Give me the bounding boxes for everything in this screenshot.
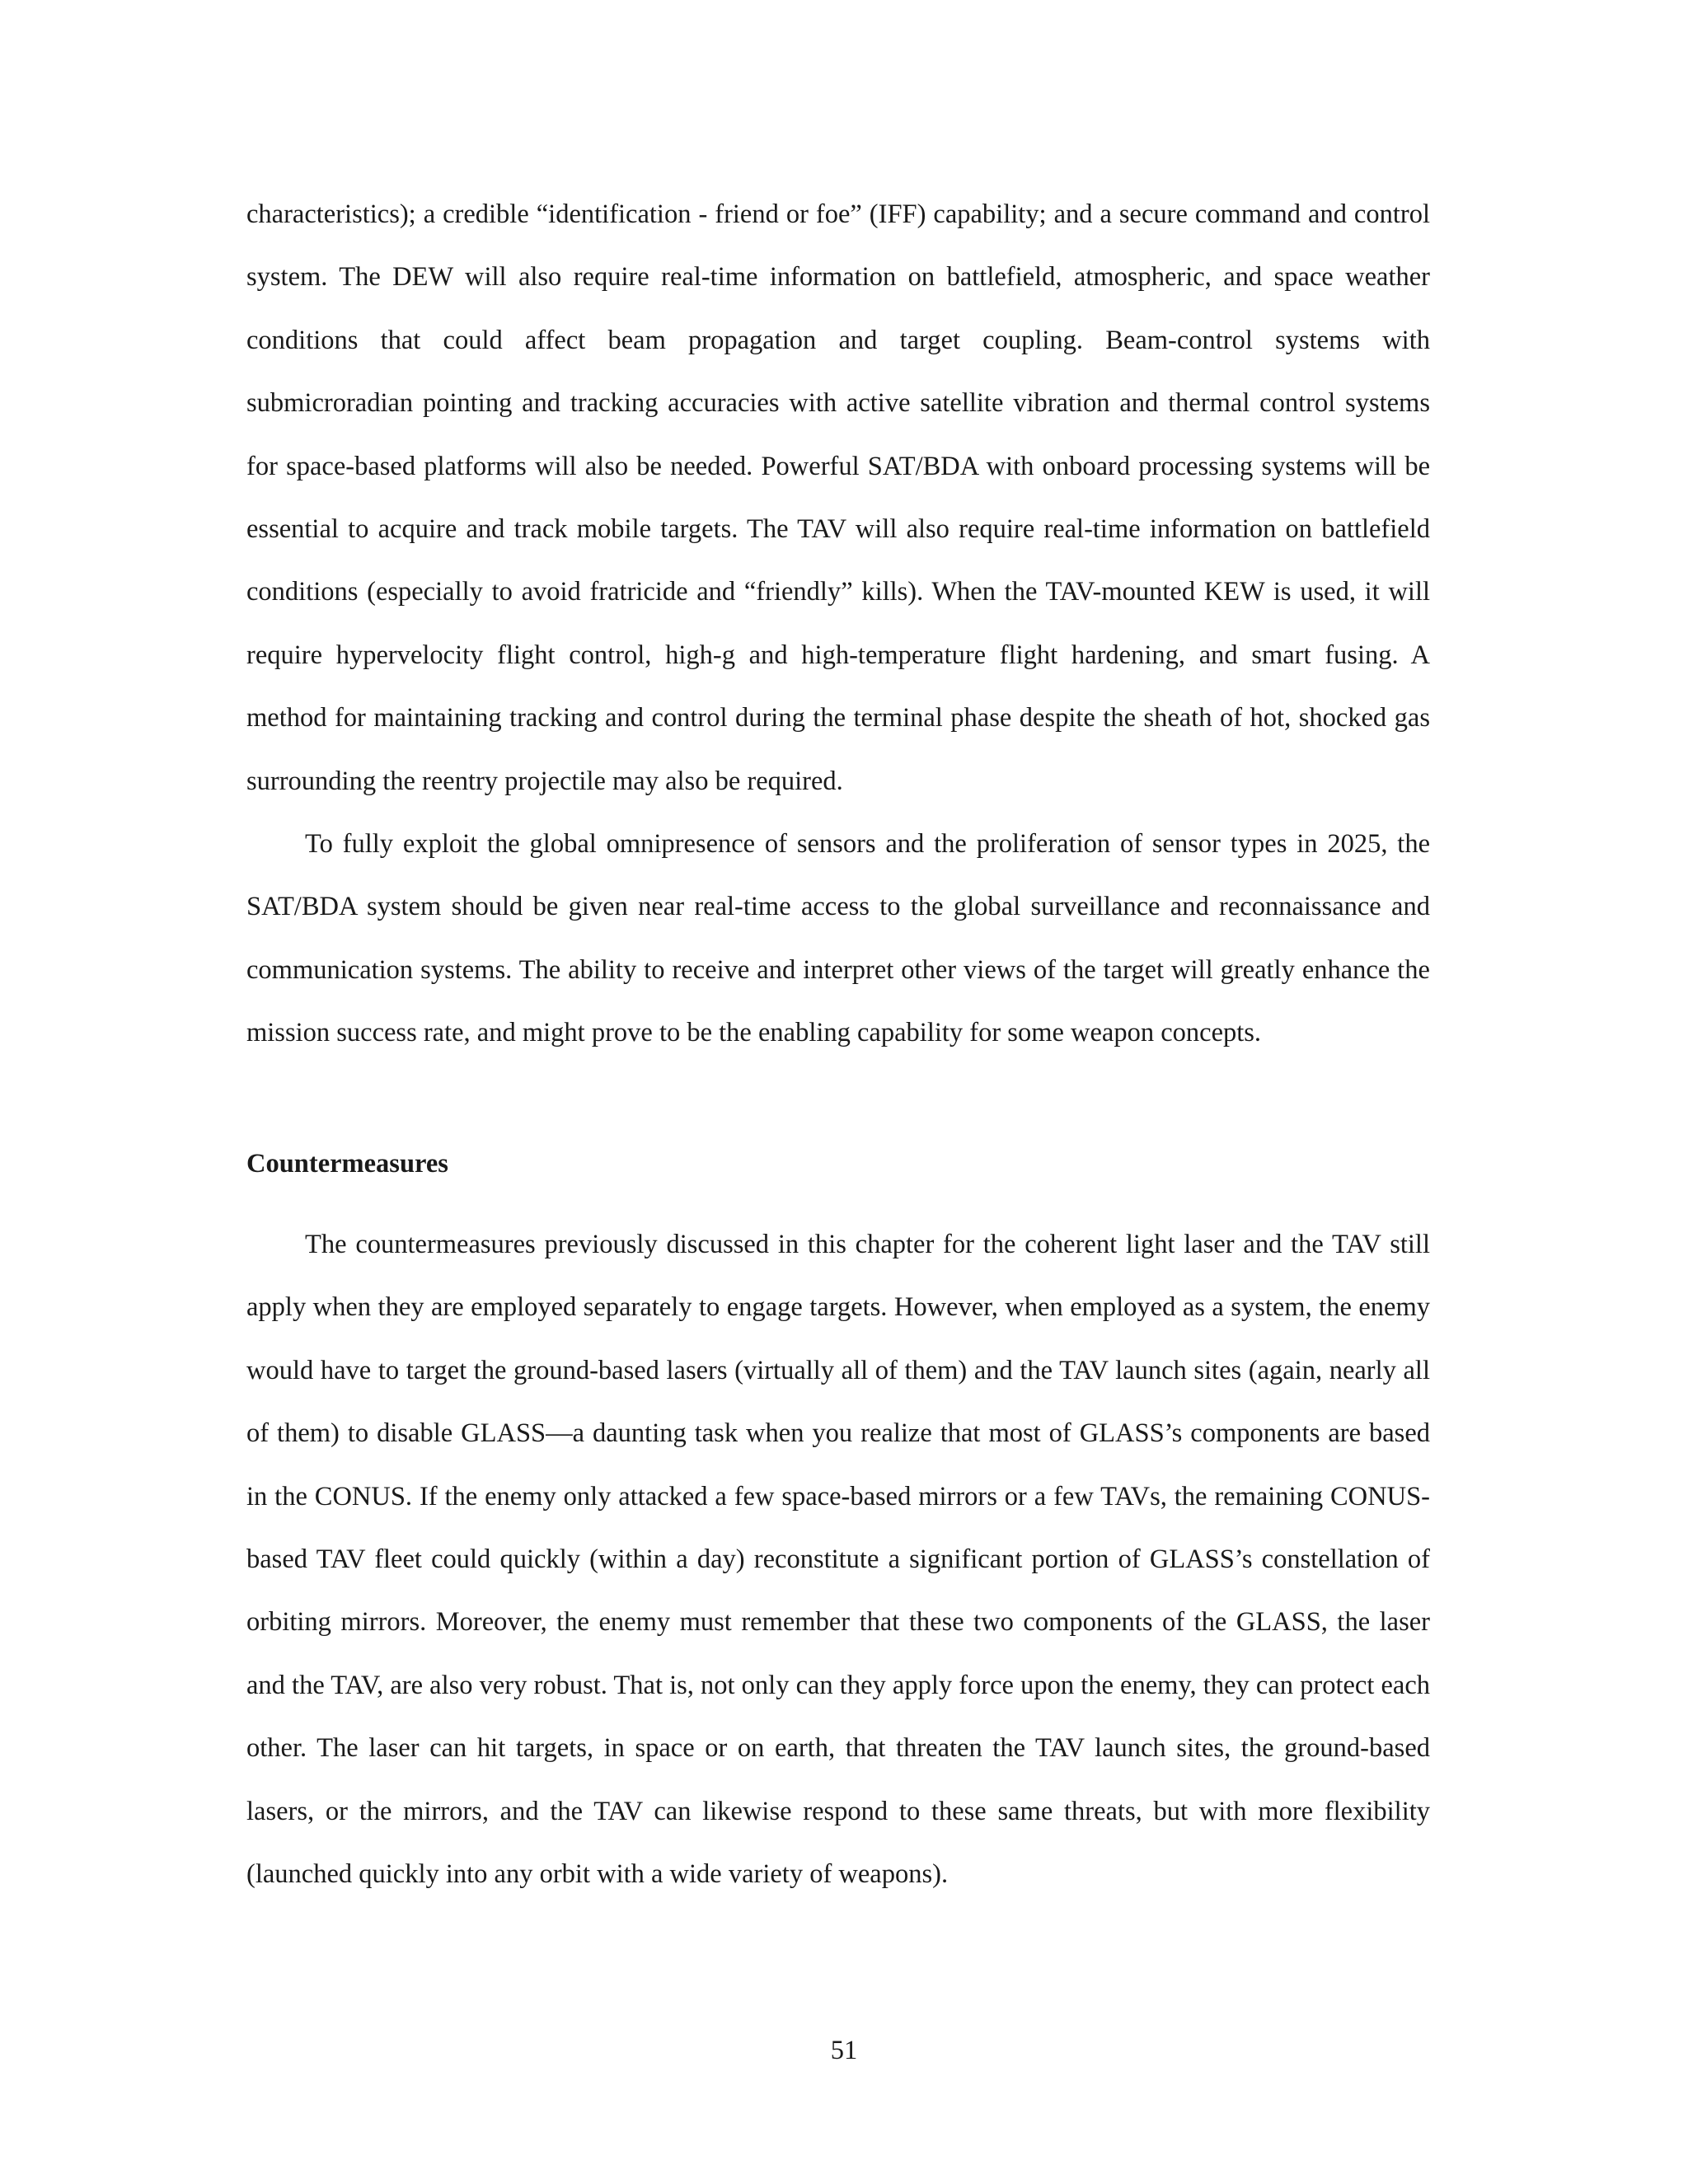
section-heading: Countermeasures bbox=[246, 1149, 448, 1179]
paragraph-text: To fully exploit the global omnipresence of sensors and the proliferation of sensor types in 2025, the SAT/BDA system should be given near real-time access to the global surveillance and reconnaissance and communication systems. The ability to receive and interpret other views of the target will greatly enhance the mission success rate, and might prove to be the enabling capability for some weapon concepts. bbox=[246, 829, 1430, 1048]
paragraph-sensor-access bbox=[246, 813, 1430, 1065]
page-number: 51 bbox=[830, 2036, 858, 2065]
paragraph-text: The countermeasures previously discussed in this chapter for the coherent light laser and the TAV still apply when they are employed separately to engage targets. However, when employed as a system, the enemy would have to target the ground-based lasers (virtually all of them) and the TAV launch sites (again, nearly all of them) to disable GLASS—a daunting task when you realize that most of GLASS’s components are based in the CONUS. If the enemy only attacked a few space-based mirrors or a few TAVs, the remaining CONUS-based TAV fleet could quickly (within a day) reconstitute a significant portion of GLASS’s constellation of orbiting mirrors. Moreover, the enemy must remember that these two components of the GLASS, the laser and the TAV, are also very robust. That is, not only can they apply force upon the enemy, they can protect each other. The laser can hit targets, in space or on earth, that threaten the TAV launch sites, the ground-based lasers, or the mirrors, and the TAV can likewise respond to these same threats, but with more flexibility (launched quickly into any orbit with a wide variety of weapons). bbox=[246, 1230, 1430, 1890]
paragraph-text: characteristics); a credible “identification - friend or foe” (IFF) capability; and a secure command and control system. The DEW will also require real-time information on battlefield, atmospheric, and space weather conditions that could affect beam propagation and target coupling. Beam-control systems with submicroradian pointing and tracking accuracies with active satellite vibration and thermal control systems for space-based platforms will also be needed. Powerful SAT/BDA with onboard processing systems will be essential to acquire and track mobile targets. The TAV will also require real-time information on battlefield conditions (especially to avoid fratricide and “friendly” kills). When the TAV-mounted KEW is used, it will require hypervelocity flight control, high-g and high-temperature flight hardening, and smart fusing. A method for maintaining tracking and control during the terminal phase despite the sheath of hot, shocked gas surrounding the reentry projectile may also be required. bbox=[246, 199, 1430, 796]
paragraph-countermeasures bbox=[246, 1213, 1430, 1905]
paragraph-requirements bbox=[246, 183, 1430, 813]
